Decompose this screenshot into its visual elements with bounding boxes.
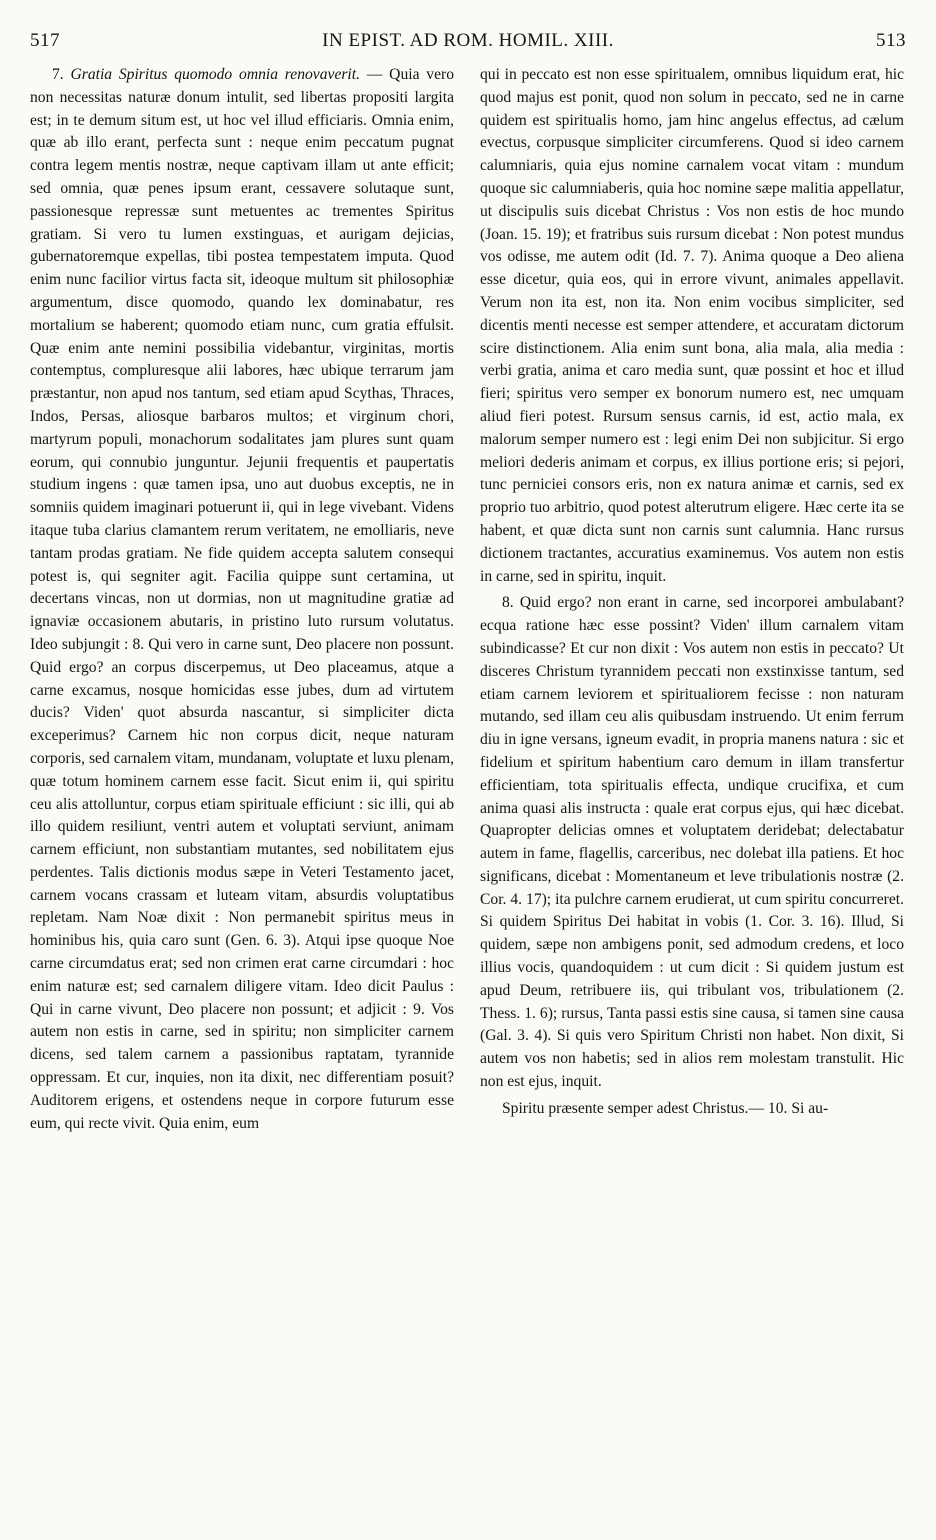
- right-paragraph-3: Spiritu præsente semper adest Christus.— 10. Si au-: [502, 1099, 829, 1117]
- running-title: IN EPIST. AD ROM. HOMIL. XIII.: [322, 30, 614, 51]
- page-number-left: 517: [30, 30, 60, 51]
- section-number: 7.: [52, 66, 64, 83]
- section-title: Gratia Spiritus quomodo omnia renovaverit.: [70, 66, 360, 83]
- right-paragraph-1: qui in peccato est non esse spiritualem, omnibus liquidum erat, hic quod majus est ponit, quod non solum in peccato, sed ne in carne quidem est spiritualis homo, jam hinc angelus effectus, ad cælum evectus, corpusque simpliciter circumferens. Quod si ideo carnem calumniaris, quia ejus nomine carnalem vocat vitam : mundum quoque sic calumniaberis, quia hoc nomine sæpe malitia appellatur, ut discipulis suis dicebat Christus : Vos non estis de hoc mundo (Joan. 15. 19); et fratribus suis rursum dicebat : Non potest mundus vos odisse, me autem odit (Id. 7. 7). Anima quoque a Deo aliena esse dicetur, quia eos, qui in errore vivunt, animales appellavit. Verum non ita est, non ita. Non enim vocibus simpliciter, sed dicentis menti necesse est semper attendere, et accuratam dictorum scire distinctionem. Alia enim sunt bona, alia mala, alia media : verbi gratia, anima et caro media sunt, quæ possint et hoc et illud fieri; spiritus vero semper ex bonorum numero est, nec umquam aliud fieri potest. Rursum sensus carnis, id est, actio mala, ex malorum semper numero est : legi enim Dei non subjicitur. Si ergo meliori dederis animam et corpus, ex illius portione eris; si pejori, tunc perniciei consors eris, non ex natura animæ et carnis, sed ex proprio tuo arbitrio, quod potest alterutrum eligere. Hæc certe ita se habent, et quæ dicta sunt non carnis sunt calumnia. Hanc rursus dictionem tractantes, accuratius examinemus. Vos autem non estis in carne, sed in spiritu, inquit.: [480, 66, 904, 585]
- right-column: [480, 64, 904, 1121]
- page-number-right: 513: [876, 30, 906, 51]
- left-column: [30, 64, 454, 1135]
- page-header: [30, 30, 906, 60]
- left-body-text: — Quia vero non necessitas naturæ donum intulit, sed libertas propositi largita est; in te demum situm est, ut hoc vel illud efficiaris. Omnia enim, quæ ab illo erant, perfecta sunt : neque enim peccatum pugnat contra legem mentis nostræ, neque captivam illam ut ante efficit; sed omnia, quæ penes ipsum erant, cessavere solutaque sunt, passionesque repressæ sunt metuentes ac trementes Spiritus gratiam. Si vero tu lumen exstinguas, et aurigam dejicias, gubernatoremque expellas, tibi postea tempestatem imputa. Quod enim nunc facilior virtus facta sit, ideoque multum sit philosophiæ argumentum, disce quomodo, quando lex dominabatur, res mortalium se haberent; quomodo etiam nunc, cum gratia effulsit. Quæ enim ante nemini possibilia videbantur, virginitas, mortis contemptus, compluresque alii labores, hæc ubique terrarum jam præstantur, non apud nos tantum, sed etiam apud Scythas, Thraces, Indos, Persas, aliosque barbaros multos; et virginum chori, martyrum populi, monachorum sodalitates jam plures sunt quam eorum, qui connubio junguntur. Jejunii frequentis et paupertatis studium ingens : quæ tamen ipsa, uno aut duobus exceptis, ne in somniis quidem imaginari potuerunt ii, qui in lege vivebant. Videns itaque tuba clarius clamantem rerum veritatem, ne emolliaris, neve tantam prodas gratiam. Ne fide quidem accepta salutem consequi potest is, qui segniter agit. Facilia quippe sunt certamina, ut decertans vincas, non ut dormias, non ut magnitudine gratiæ ad ignaviæ occasionem abutaris, in pristino luto rursum volutatus. Ideo subjungit : 8. Qui vero in carne sunt, Deo placere non possunt. Quid ergo? an corpus discerpemus, ut Deo placeamus, atque a carne excamus, nosque homicidas esse jubes, dum ad virtutem ducis? Viden' quot absurda nascantur, si simpliciter dicta exceperimus? Carnem hic non corpus dicit, neque naturam corporis, sed carnalem vitam, mundanam, voluptate et luxu plenam, quæ totum hominem carnem esse facit. Sicut enim ii, qui spiritu ceu alis attolluntur, corpus etiam spirituale efficiunt : sic illi, qui ab illo quidem resiliunt, ventri autem et voluptati serviunt, animam carnem efficiunt, non substantiam mutantes, sed nobilitatem ejus perdentes. Talis dictionis modus sæpe in Veteri Testamento jacet, carnem vocans crassam et luteam vitam, absurdis voluptatibus repletam. Nam Noæ dixit : Non permanebit spiritus meus in hominibus his, quia caro sunt (Gen. 6. 3). Atqui ipse quoque Noe carne circumdatus erat; sed non crimen erat carne circumdari : hoc enim naturæ est; sed carnalem diligere vitam. Ideo dicit Paulus : Qui in carne vivunt, Deo placere non possunt; et adjicit : 9. Vos autem non estis in carne, sed in spiritu; non simpliciter carnem dicens, sed talem carnem a passionibus raptatam, tyrannide oppressam. Et cur, inquies, non ita dixit, nec differentiam posuit? Auditorem erigens, et ostendens neque in corpore futurum esse eum, qui recte vivit. Quia enim, eum: [30, 66, 454, 1132]
- left-paragraph: [30, 64, 454, 1135]
- right-paragraph-2: 8. Quid ergo? non erant in carne, sed incorporei ambulabant? ecqua ratione hæc esse possint? Viden' illum carnalem vitam subindicasse? Et cur non dixit : Vos autem non estis in peccato? Ut disceres Christum tyrannidem peccati non exstinxisse tantum, sed etiam carnem leviorem et spiritualiorem fecisse : non naturam mutando, sed illam ceu alis quibusdam instruendo. Ut enim ferrum diu in igne versans, igneum evadit, in propria manens natura : sic et fidelium et spiritum habentium caro demum in illam transfertur efficientiam, tota spiritualis effecta, undique crucifixa, et cum anima quasi alis instructa : quale erat corpus ejus, qui hæc dicebat. Quapropter delicias omnes et voluptatem deridebat; delectabatur autem in fame, flagellis, carceribus, nec dolebat illa patiens. Et hoc significans, dicebat : Momentaneum et leve tribulationis nostræ (2. Cor. 4. 17); ita pulchre carnem erudierat, ut cum spiritu concurreret. Si quidem Spiritus Dei habitat in vobis (1. Cor. 3. 16). Illud, Si quidem, sæpe non ambigens ponit, sed admodum credens, et loco illius vocis, quandoquidem : ut cum dicit : Si quidem justum est apud Deum, retribuere iis, qui tribulant vos, tribulationem (2. Thess. 1. 6); rursus, Tanta passi estis sine causa, si tamen sine causa (Gal. 3. 4). Si quis vero Spiritum Christi non habet. Non dixit, Si autem vos non habetis; sed in alios rem molestam transtulit. Hic non est ejus, inquit.: [480, 594, 904, 1091]
